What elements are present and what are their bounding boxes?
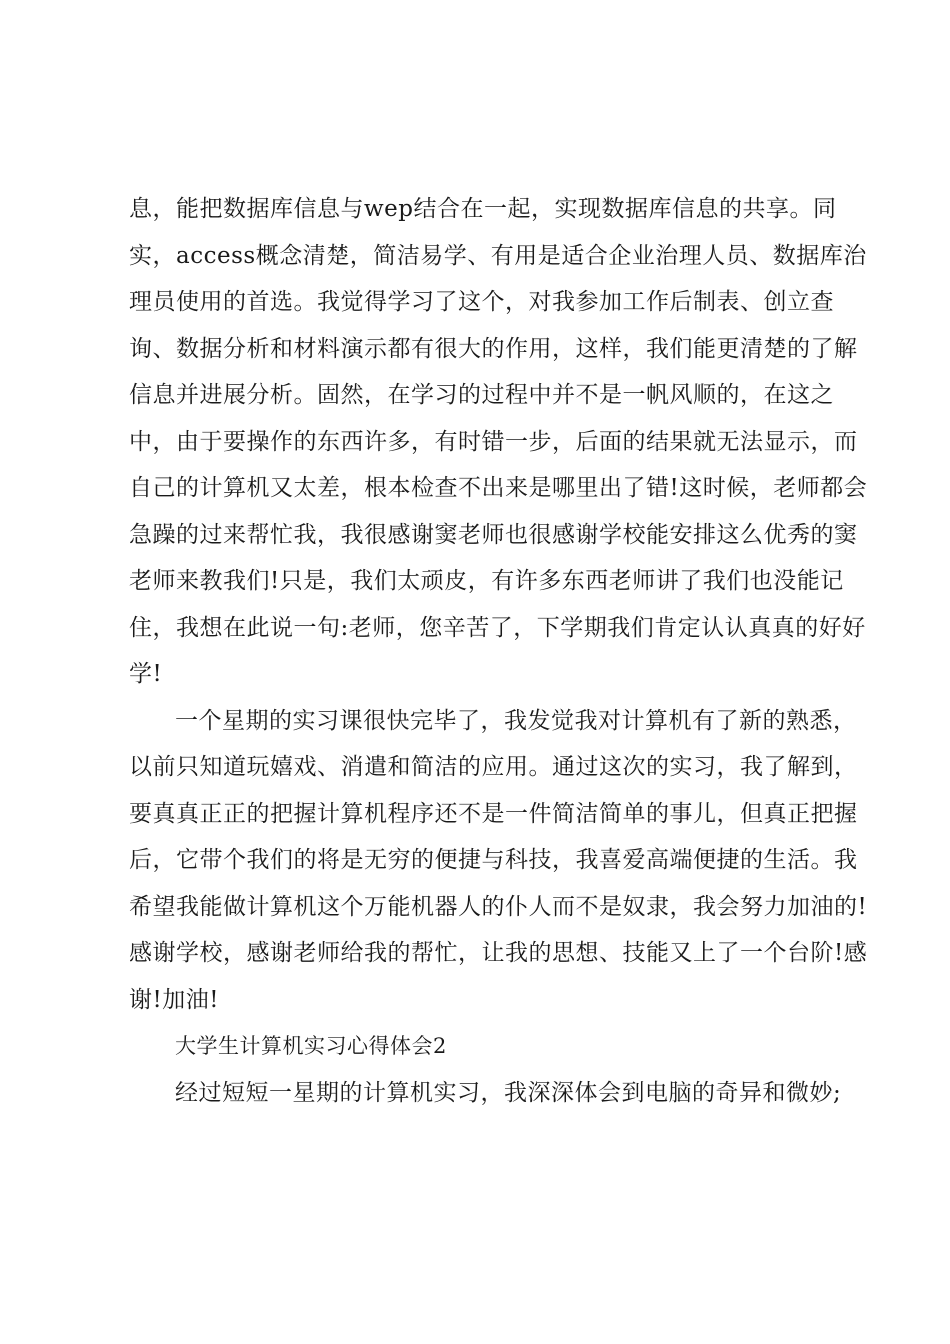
paragraph-1: [129, 186, 868, 698]
text-line: 理员使用的首选。我觉得学习了这个，对我参加工作后制表、创立查: [129, 289, 834, 315]
text-line: 老师来教我们!只是，我们太顽皮，有许多东西老师讲了我们也没能记: [129, 568, 844, 594]
text-line: 信息并进展分析。固然，在学习的过程中并不是一帆风顺的，在这之: [129, 382, 834, 408]
text-line: 住，我想在此说一句:老师，您辛苦了，下学期我们肯定认认真真的好好: [129, 614, 866, 641]
text-line: 希望我能做计算机这个万能机器人的仆人而不是奴隶，我会努力加油的!: [129, 893, 868, 920]
text-line: 感谢学校，感谢老师给我的帮忙，让我的思想、技能又上了一个台阶!感: [129, 940, 868, 966]
text-line: 后，它带个我们的将是无穷的便捷与科技，我喜爱高端便捷的生活。我: [129, 847, 858, 873]
text-line: 以前只知道玩嬉戏、消遣和简洁的应用。通过这次的实习，我了解到，: [129, 754, 858, 780]
text-line: 学!: [129, 661, 163, 687]
text-line: 询、数据分析和材料演示都有很大的作用，这样，我们能更清楚的了解: [129, 335, 858, 362]
text-line: 急躁的过来帮忙我，我很感谢窦老师也很感谢学校能安排这么优秀的窦: [129, 521, 858, 548]
section-title: 大学生计算机实习心得体会2: [175, 1034, 447, 1058]
text-line: 谢!加油!: [129, 986, 219, 1013]
text-line: 自己的计算机又太差，根本检查不出来是哪里出了错!这时候，老师都会: [129, 475, 868, 501]
paragraph-3: [129, 1070, 842, 1117]
text-line: 息，能把数据库信息与wep结合在一起，实现数据库信息的共享。同: [129, 196, 837, 222]
paragraph-2: [129, 698, 868, 1024]
text-line: 中，由于要操作的东西许多，有时错一步，后面的结果就无法显示，而: [129, 428, 858, 455]
text-line: 实，access概念清楚，简洁易学、有用是适合企业治理人员、数据库治: [129, 242, 867, 269]
text-line: 一个星期的实习课很快完毕了，我发觉我对计算机有了新的熟悉，: [175, 707, 857, 734]
document-body: [129, 186, 868, 1116]
text-line: 要真真正正的把握计算机程序还不是一件简洁简单的事儿，但真正把握: [129, 800, 858, 827]
text-line: 经过短短一星期的计算机实习，我深深体会到电脑的奇异和微妙;: [175, 1079, 842, 1106]
